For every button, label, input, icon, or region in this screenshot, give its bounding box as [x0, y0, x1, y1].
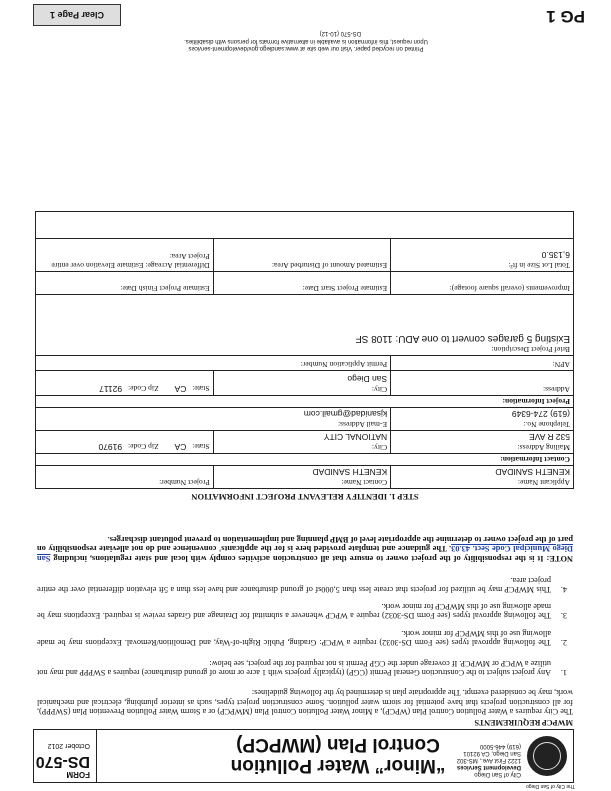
project-city-label: City: — [371, 385, 388, 394]
permit-cell[interactable] — [36, 356, 391, 371]
state-label: State: — [192, 442, 210, 451]
requirement-item — [37, 628, 573, 647]
item-number: 2. — [560, 638, 567, 647]
requirements-title: MWPCP REQUIREMENTS — [474, 718, 573, 727]
form-id-block — [34, 730, 97, 782]
email-field[interactable]: kjsanidad@gmail.com — [303, 409, 388, 419]
note-lead: NOTE: It is the responsibility of the project owner to ensure that all construction activities comply with local and state regulations, including — [50, 554, 573, 563]
applicant-name-cell[interactable] — [391, 466, 574, 489]
zip-field[interactable]: 91970 — [98, 442, 123, 452]
project-city-cell[interactable] — [213, 371, 391, 396]
mailing-cell[interactable] — [391, 431, 574, 454]
city-cell[interactable] — [213, 431, 391, 454]
page-title — [223, 734, 453, 776]
permit-label: Permit Application Number: — [300, 360, 388, 369]
contact-name-cell[interactable] — [213, 466, 391, 489]
email-cell[interactable] — [36, 408, 391, 431]
form-header — [33, 729, 574, 783]
project-state-label: State: — [192, 384, 210, 393]
project-zip-label: Zip Code: — [128, 384, 159, 393]
start-date-label: Estimate Project Start Date: — [302, 284, 388, 293]
requirements-intro: The City requires a Water Pollution Control Plan (WPCP), a Minor Water Pollution Control Plan (MWPCP) or a Storm Water Pollution Prevention Plan (SWPPP), for all construction projects that have potential for storm water pollution. Some construction project types, such as interior plumbing, electrical and mechanical work, may be considered exempt. The appropriate plan is determined by the following guidelines: — [37, 688, 573, 716]
requirement-item — [37, 601, 573, 620]
item-number: 1. — [560, 668, 567, 677]
improvements-label: Improvements (overall square footage): — [449, 284, 570, 293]
page-number: PG 1 — [546, 7, 585, 26]
item-text: This MWPCP may be utilized for projects that create less than 5,000sf of ground disturbance and have less than a 5ft elevation differential over the entire project area. — [37, 575, 551, 594]
elevation-cell[interactable] — [36, 239, 214, 272]
project-info-header: Project Information: — [36, 396, 574, 408]
mailing-label: Mailing Address: — [517, 443, 570, 452]
blank-row — [36, 212, 574, 239]
form-code: DS-570 (10-12) — [319, 30, 361, 36]
form-label: FORM — [66, 770, 90, 779]
applicant-table — [35, 211, 574, 489]
disturbed-area-label: Estimated Amount of Disturbed Area: — [271, 261, 388, 270]
city-field[interactable]: NATIONAL CITY — [323, 432, 388, 442]
address-line-2: San Diego, CA 92101 — [463, 750, 521, 756]
title-line-2: Control Plan (MWPCP) — [236, 734, 440, 755]
project-number-label: Project Number: — [159, 478, 210, 487]
start-date-cell[interactable] — [213, 272, 391, 295]
finish-date-cell[interactable] — [36, 272, 214, 295]
description-label: Brief Project Description: — [491, 345, 570, 354]
item-text: The following approval types (see Form DS-3032) require a WPCP: Grading, Public Right-of-Way, and Demolition/Removal. Exceptions may be made allowing use of this MWPCP for minor work. — [37, 628, 551, 647]
lot-size-field[interactable]: 6,135.0 — [541, 250, 570, 260]
applicant-name-field[interactable]: KENETH SANIDAD — [495, 467, 570, 477]
item-number: 3. — [560, 611, 567, 620]
item-text: The following approval types (see Form DS-3032) require a WPCP whenever a submittal for Drainage and Grades review is required. Exceptions may be made allowing use of this MWPCP for minor work. — [37, 601, 551, 620]
project-state-field[interactable]: CA — [174, 384, 187, 394]
description-field[interactable]: Existing 5 garages convert to one ADU: 1108 SF — [355, 333, 570, 344]
city-label: City: — [371, 443, 388, 452]
city-label: City of San Diego — [474, 771, 521, 777]
disturbed-area-cell[interactable] — [213, 239, 391, 272]
city-address-block — [457, 742, 521, 777]
requirement-item — [37, 575, 573, 594]
improvements-cell[interactable] — [391, 272, 574, 295]
applicant-name-label: Applicant Name: — [517, 478, 570, 487]
state-field[interactable]: CA — [174, 442, 187, 452]
address-label: Address: — [543, 385, 570, 394]
item-number: 4. — [560, 585, 567, 594]
address-line-1: 1222 First Ave., MS-302 — [456, 757, 521, 763]
description-cell[interactable] — [36, 295, 574, 356]
phone-cell[interactable] — [391, 408, 574, 431]
note-tail: . The guidance and template provided here is for the applicants' convenience and do not alleviate responsibility on part of the project owner to determine the appropriate level of BMP planning and implementation to prevent pollutant discharges. — [37, 534, 573, 554]
project-city-field[interactable]: San Diego — [347, 374, 388, 384]
project-zip-field[interactable]: 92117 — [99, 384, 123, 394]
title-line-1: “Minor” Water Pollution — [230, 755, 446, 776]
municipal-code-link[interactable]: San Diego Municipal Code Sect. 43.03 — [37, 544, 573, 563]
lot-size-cell[interactable] — [391, 239, 574, 272]
recycled-note: Printed on recycled paper. Visit our web site at www.sandiego.gov/development-services — [188, 45, 424, 51]
project-number-cell[interactable] — [36, 466, 214, 489]
responsibility-note — [37, 534, 573, 563]
zip-label: Zip Code: — [128, 442, 159, 451]
alternative-format-note: Upon request, this information is available in alternative formats for persons with disabilities. — [184, 38, 428, 44]
email-label: E-mail Address: — [337, 420, 388, 429]
item-text: Any project subject to the Construction General Permit (CGP) (typically projects with 1 acre or more of ground disturbance) requires a SWPPP and may not utilize a WPCP or MWPCP. If coverage under the CGP Permit is not required for the project, see below: — [37, 658, 551, 677]
city-tagline: The City of San Diego — [526, 783, 575, 789]
contact-info-header: Contact Information: — [36, 454, 574, 466]
phone-line: (619) 446-5000 — [479, 743, 521, 749]
elevation-label: Differential Acreage: Estimate Elevation over entire Project Area: — [51, 252, 210, 270]
contact-name-field[interactable]: KENETH SANIDAD — [312, 467, 388, 477]
address-cell[interactable] — [391, 371, 574, 396]
dept-label: Development Services — [456, 764, 521, 770]
phone-label: Telephone No.: — [523, 420, 570, 429]
state-zip-cell[interactable] — [36, 431, 214, 454]
clear-page-button[interactable]: Clear Page 1 — [33, 4, 121, 26]
requirement-item — [37, 658, 573, 677]
form-number: DS-570 — [35, 753, 90, 770]
apn-cell[interactable] — [391, 356, 574, 371]
contact-name-label: Contact Name: — [341, 478, 388, 487]
phone-field[interactable]: (619) 274-6349 — [511, 409, 570, 419]
project-state-zip-cell[interactable] — [36, 371, 214, 396]
finish-date-label: Estimate Project Finish Date: — [120, 284, 210, 293]
lot-size-label: Total Lot Size in ft²: — [508, 261, 570, 270]
step-1-title: STEP 1. IDENTIFY RELEVANT PROJECT INFORMATION — [191, 492, 419, 502]
city-seal-icon — [527, 736, 567, 776]
apn-label: APN: — [552, 360, 570, 369]
form-date: October 2012 — [47, 742, 90, 749]
mailing-field[interactable]: 532 R AVE — [529, 432, 570, 442]
